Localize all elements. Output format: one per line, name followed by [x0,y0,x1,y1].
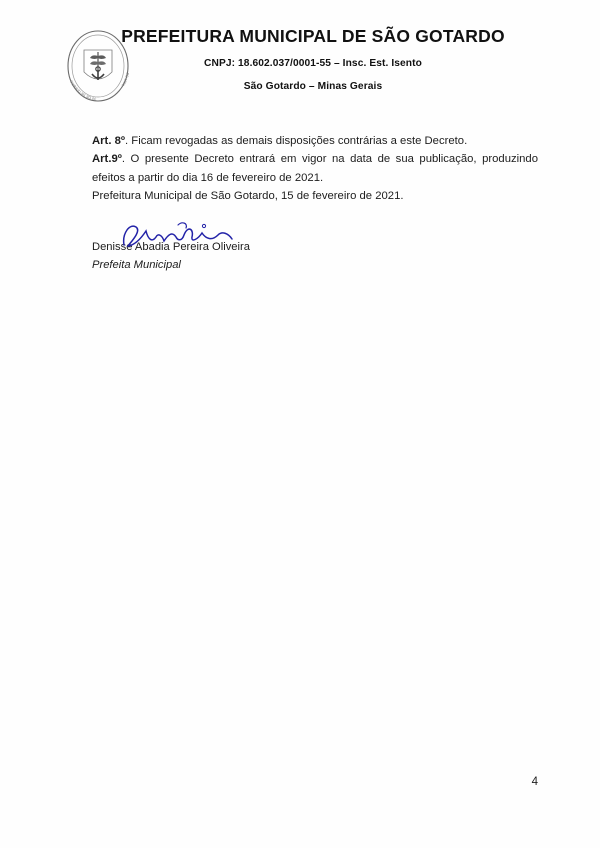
art8-label: Art. 8º [92,135,126,147]
document-body [92,132,538,271]
header-cnpj-line: CNPJ: 18.602.037/0001-55 – Insc. Est. Isento [204,58,422,69]
document-header [0,26,600,92]
art9-label: Art.9º [92,153,122,166]
paragraph-place-date: Prefeitura Municipal de São Gotardo, 15 de fevereiro de 2021. [92,189,404,202]
signature-block [92,241,538,271]
header-location-line: São Gotardo – Minas Gerais [243,81,383,92]
page-title: PREFEITURA MUNICIPAL DE SÃO GOTARDO [121,26,505,46]
signer-name: Denisse Abadia Pereira Oliveira [92,241,250,254]
signer-role: Prefeita Municipal [92,259,181,272]
art8-text: . Ficam revogadas as demais disposições contrárias a este Decreto. [125,135,468,147]
svg-text:30 DE SETEMBRO: 30 DE SETEMBRO [69,79,97,101]
art9-text: . O presente Decreto entrará em vigor na data de sua publicação, produzindo efeitos a partir do dia 16 de fevereiro de 2021. [92,153,538,184]
paragraph-art8 [92,132,538,150]
paragraph-art9 [92,150,538,187]
page-number: 4 [531,776,538,788]
svg-text:DE 1901: DE 1901 [120,72,130,87]
